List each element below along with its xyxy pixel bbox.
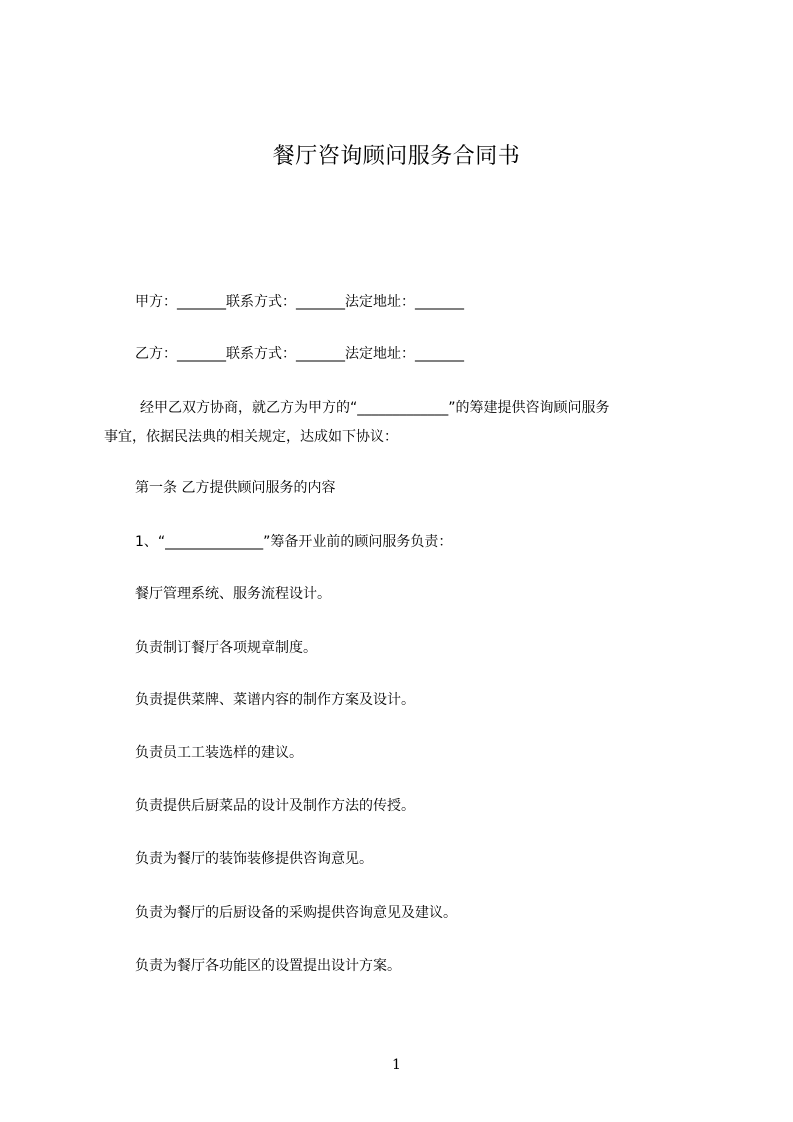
intro-line-1: 经甲乙双方协商，就乙方为甲方的“_____________”的筹建提供咨询顾问服务 — [140, 400, 610, 416]
document-title: 餐厅咨询顾问服务合同书 — [272, 144, 521, 169]
intro-line-2: 事宜，依据民法典的相关规定，达成如下协议： — [104, 429, 398, 445]
clause-1: 1、“______________”筹备开业前的顾问服务负责： — [135, 534, 453, 550]
party-b-line: 乙方：_______联系方式：_______法定地址：_______ — [135, 346, 464, 362]
article-heading: 第一条 乙方提供顾问服务的内容 — [135, 480, 336, 496]
list-item: 负责为餐厅各功能区的设置提出设计方案。 — [135, 958, 401, 974]
list-item: 负责提供后厨菜品的设计及制作方法的传授。 — [135, 798, 415, 814]
intro-paragraph — [104, 394, 704, 452]
list-item: 负责制订餐厅各项规章制度。 — [135, 640, 317, 656]
list-item: 餐厅管理系统、服务流程设计。 — [135, 586, 331, 602]
party-a-line: 甲方：_______联系方式：_______法定地址：_______ — [135, 294, 464, 310]
list-item: 负责为餐厅的装饰装修提供咨询意见。 — [135, 851, 373, 867]
list-item: 负责提供菜牌、菜谱内容的制作方案及设计。 — [135, 692, 415, 708]
page-number: 1 — [392, 1057, 401, 1073]
list-item: 负责员工工装选样的建议。 — [135, 745, 303, 761]
list-item: 负责为餐厅的后厨设备的采购提供咨询意见及建议。 — [135, 905, 457, 921]
